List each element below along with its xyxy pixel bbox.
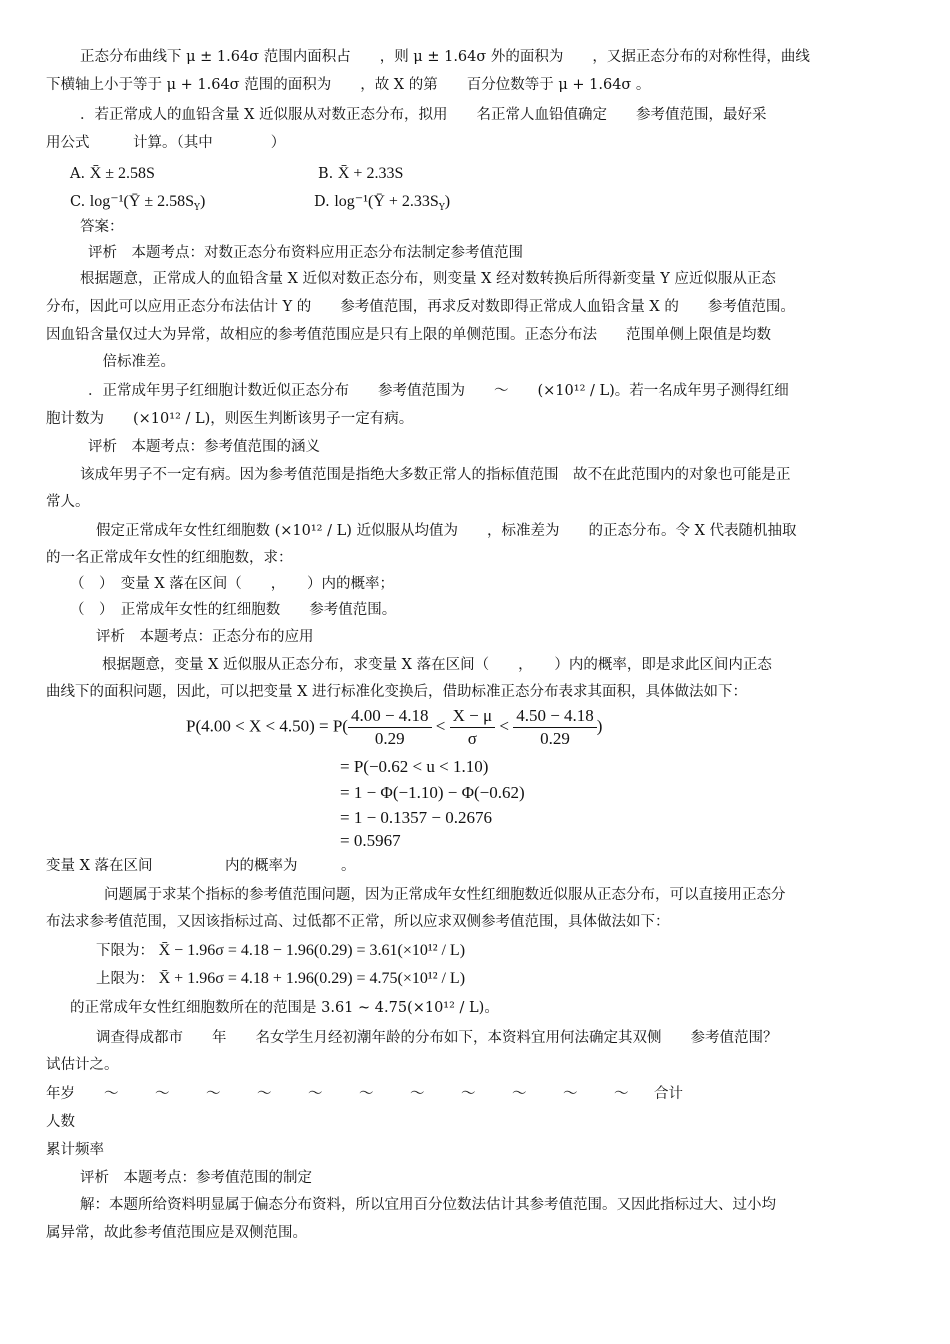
table-cell: ～ bbox=[359, 1086, 374, 1102]
question-1-line: 用公式 计算。（其中 ） bbox=[46, 135, 286, 151]
upper-limit-label: 上限为： bbox=[96, 971, 154, 987]
fraction-3 bbox=[513, 705, 597, 750]
fraction-2-numerator: X − μ bbox=[450, 705, 495, 728]
upper-limit-line bbox=[96, 965, 950, 993]
option-d-close: ) bbox=[444, 193, 451, 210]
fraction-2 bbox=[450, 705, 495, 750]
range-line: 的正常成年女性红细胞数所在的范围是 3.61 ~ 4.75(×10¹² / L)。 bbox=[70, 1000, 499, 1016]
less-than-sign: < bbox=[499, 716, 509, 736]
table-row-cumulative bbox=[46, 1137, 104, 1164]
option-c-close: ) bbox=[200, 193, 206, 210]
paragraph-line: 曲线下的面积问题，因此，可以把变量 X 进行标准化变换后，借助标准正态分布表求其面积，具体做法如下： bbox=[46, 684, 748, 700]
equation-close: ) bbox=[596, 716, 603, 736]
table-header-label: 年岁 bbox=[46, 1086, 75, 1102]
equation-step: = P(−0.62 < u < 1.10) bbox=[340, 757, 489, 776]
result-line: 变量 X 落在区间 内的概率为 。 bbox=[46, 858, 356, 874]
question-4-line: 调查得成都市 年 名女学生月经初潮年龄的分布如下，本资料宜用何法确定其双侧 参考值范围？ bbox=[96, 1030, 778, 1046]
table-header-row bbox=[46, 1081, 705, 1108]
probability-equation bbox=[186, 705, 602, 750]
table-cell: ～ bbox=[563, 1086, 578, 1102]
option-d bbox=[314, 188, 614, 216]
lower-limit-formula: X̄ − 1.96σ = 4.18 − 1.96(0.29) = 3.61(×10¹² / L) bbox=[158, 942, 466, 959]
option-d-formula: log⁻¹(Ȳ + 2.33S bbox=[334, 193, 439, 210]
equation-lhs: P(4.00 < X < 4.50) = P( bbox=[186, 716, 348, 736]
paragraph-line: 因血铅含量仅过大为异常，故相应的参考值范围应是只有上限的单侧范围。正态分布法 范围单侧上限值是均数 bbox=[46, 327, 771, 343]
question-4-line: 试估计之。 bbox=[46, 1057, 119, 1073]
table-cell: ～ bbox=[512, 1086, 527, 1102]
option-b-formula: X̄ + 2.33S bbox=[337, 165, 404, 182]
fraction-1-numerator: 4.00 − 4.18 bbox=[348, 705, 432, 728]
option-a-label: A. bbox=[70, 166, 86, 182]
table-total-label: 合计 bbox=[654, 1086, 683, 1102]
paragraph-line: 该成年男子不一定有病。因为参考值范围是指绝大多数正常人的指标值范围 故不在此范围内的对象也可能是正 bbox=[80, 467, 791, 483]
equation-step: = 0.5967 bbox=[340, 831, 401, 850]
paragraph-line: 解：本题所给资料明显属于偏态分布资料，所以宜用百分位数法估计其参考值范围。又因此指标过大、过小均 bbox=[80, 1197, 776, 1213]
option-c-subscript: Y bbox=[194, 202, 200, 213]
equation-step: = 1 − 0.1357 − 0.2676 bbox=[340, 808, 493, 827]
fraction-1 bbox=[348, 705, 432, 750]
table-cell: ～ bbox=[461, 1086, 476, 1102]
paragraph-line: 倍标准差。 bbox=[88, 354, 175, 370]
table-row-count bbox=[46, 1109, 75, 1136]
paragraph-line: 常人。 bbox=[46, 494, 90, 510]
less-than-sign: < bbox=[435, 716, 446, 736]
question-1-line: ．若正常成人的血铅含量 X 近似服从对数正态分布，拟用 名正常人血铅值确定 参考值范围，最好采 bbox=[80, 107, 767, 123]
option-d-subscript: Y bbox=[438, 202, 445, 213]
question-3-part: （ ） 变量 X 落在区间（ ， ）内的概率； bbox=[70, 576, 395, 592]
question-2-line: 胞计数为 (×10¹² / L)，则医生判断该男子一定有病。 bbox=[46, 411, 414, 427]
option-d-label: D. bbox=[314, 194, 330, 210]
analysis-heading: 评析 本题考点：参考值范围的涵义 bbox=[88, 439, 320, 455]
answer-label: 答案： bbox=[80, 219, 124, 235]
lower-limit-line bbox=[96, 937, 950, 965]
option-b-label: B. bbox=[318, 166, 334, 182]
option-c-formula: log⁻¹(Ȳ ± 2.58S bbox=[89, 193, 195, 210]
analysis-heading: 评析 本题考点：对数正态分布资料应用正态分布法制定参考值范围 bbox=[88, 245, 523, 261]
fraction-1-denominator: 0.29 bbox=[374, 729, 405, 748]
table-cell: ～ bbox=[614, 1086, 629, 1102]
fraction-3-numerator: 4.50 − 4.18 bbox=[513, 705, 597, 728]
table-cell: ～ bbox=[104, 1086, 119, 1102]
option-a-formula: X̄ ± 2.58S bbox=[89, 165, 155, 182]
paragraph-line: 问题属于求某个指标的参考值范围问题，因为正常成年女性红细胞数近似服从正态分布，可以直接用正态分 bbox=[104, 887, 786, 903]
table-cell: ～ bbox=[308, 1086, 323, 1102]
option-b bbox=[318, 160, 618, 188]
question-2-line: ．正常成年男子红细胞计数近似正态分布 参考值范围为 ～ (×10¹² / L)。若一名成年男子测得红细 bbox=[88, 383, 789, 399]
equation-step: = 1 − Φ(−1.10) − Φ(−0.62) bbox=[340, 783, 525, 802]
fraction-3-denominator: 0.29 bbox=[540, 729, 570, 748]
paragraph-line: 根据题意，正常成人的血铅含量 X 近似对数正态分布，则变量 X 经对数转换后所得新变量 Y 应近似服从正态 bbox=[80, 271, 776, 287]
paragraph-line: 分布，因此可以应用正态分布法估计 Y 的 参考值范围，再求反对数即得正常成人血铅含量 X 的 参考值范围。 bbox=[46, 299, 795, 315]
paragraph-line: 属异常，故此参考值范围应是双侧范围。 bbox=[46, 1225, 307, 1241]
option-c-label: C. bbox=[70, 194, 86, 210]
table-row-label: 累计频率 bbox=[46, 1142, 104, 1158]
paragraph-line: 布法求参考值范围，又因该指标过高、过低都不正常，所以应求双侧参考值范围，具体做法如下： bbox=[46, 914, 670, 930]
analysis-heading: 评析 本题考点：参考值范围的制定 bbox=[80, 1170, 312, 1186]
question-3-line: 的一名正常成年女性的红细胞数，求： bbox=[46, 550, 293, 566]
paragraph-line: 根据题意，变量 X 近似服从正态分布，求变量 X 落在区间（ ， ）内的概率，即是求此区间内正态 bbox=[102, 657, 772, 673]
analysis-heading: 评析 本题考点：正态分布的应用 bbox=[96, 629, 314, 645]
upper-limit-formula: X̄ + 1.96σ = 4.18 + 1.96(0.29) = 4.75(×10¹² / L) bbox=[158, 970, 466, 987]
table-cell: ～ bbox=[155, 1086, 170, 1102]
text-line: 正态分布曲线下 μ ± 1.64σ 范围内面积占 ，则 μ ± 1.64σ 外的面积为 ，又据正态分布的对称性得，曲线 bbox=[80, 49, 810, 65]
table-cell: ～ bbox=[410, 1086, 425, 1102]
text-line: 下横轴上小于等于 μ + 1.64σ 范围的面积为 ，故 X 的第 百分位数等于 μ + 1.64σ 。 bbox=[46, 77, 651, 93]
table-cell: ～ bbox=[206, 1086, 221, 1102]
table-cell: ～ bbox=[257, 1086, 272, 1102]
question-3-part: （ ） 正常成年女性的红细胞数 参考值范围。 bbox=[70, 602, 397, 618]
fraction-2-denominator: σ bbox=[467, 729, 477, 748]
table-row-label: 人数 bbox=[46, 1114, 75, 1130]
question-3-line: 假定正常成年女性红细胞数 (×10¹² / L) 近似服从均值为 ，标准差为 的正态分布。令 X 代表随机抽取 bbox=[96, 523, 797, 539]
lower-limit-label: 下限为： bbox=[96, 943, 154, 959]
